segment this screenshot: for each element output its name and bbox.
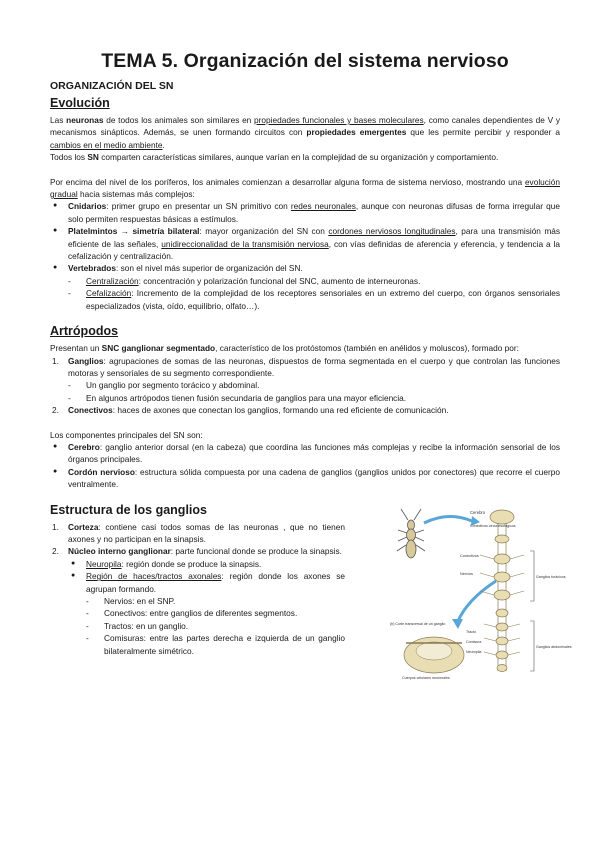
list-item: 1. Ganglios: agrupaciones de somas de las neuronas, dispuestos de forma segmentada en el cuerpo y que controlan las funciones motoras y sensoriales de su segmento correspondiente. - Un ganglio por segmento torácico y abdominal. - En algunos artrópodos tienen fusión secundaria de ganglios para una mayor eficiencia. bbox=[50, 355, 560, 405]
paragraph: Por encima del nivel de los poríferos, los animales comienzan a desarrollar alguna forma de sistema nervioso, mostrando una evolución gradual hacia sistemas más complejos: bbox=[50, 176, 560, 200]
ganglios-list bbox=[50, 521, 345, 657]
list-item: - Un ganglio por segmento torácico y abdominal. bbox=[50, 379, 560, 391]
list-item: ● Cerebro: ganglio anterior dorsal (en la cabeza) que coordina las funciones más complejas y recibe la información sensorial de los órganos principales. bbox=[50, 441, 560, 466]
list-item: 2. Conectivos: haces de axones que conectan los ganglios, formando una red eficiente de comunicación. bbox=[52, 405, 449, 416]
list-item: - Centralización: concentración y polarización funcional del SNC, aumento de interneuronas. bbox=[50, 275, 560, 287]
paragraph: Las neuronas de todos los animales son similares en propiedades funcionales y bases moleculares, como canales dependientes de V y mecanismos sinápticos. Además, se unen formando circuitos con propiedades emergentes que les permite percibir y responder a cambios en el medio ambiente. bbox=[50, 115, 561, 150]
list-item: ● Región de haces/tractos axonales: región donde los axones se agrupan formando. - Nervios: en el SNP. - Conectivos: entre ganglios de diferentes segmentos. - Tractos: en un ganglio. - Comisuras: entre las partes derecha e izquierda de un ganglio bilateralmente simétrico. bbox=[68, 570, 345, 657]
ganglios-heading: Estructura de los ganglios bbox=[50, 502, 207, 517]
paragraph: Los componentes principales del SN son: bbox=[50, 429, 203, 440]
artropodos-heading: Artrópodos bbox=[50, 324, 119, 339]
list-item: - Cefalización: Incremento de la complejidad de los receptores sensoriales en un extremo del cuerpo, con órganos sensoriales especializados (vista, oído, equilibrio, olfato…). bbox=[50, 287, 560, 312]
section-heading: ORGANIZACIÓN DEL SN bbox=[50, 80, 174, 92]
label-conectivos: Conectivos bbox=[460, 553, 479, 558]
page-title: TEMA 5. Organización del sistema nervioso bbox=[101, 50, 509, 72]
label-conectivos-sub: Conectivos circunesofágicos bbox=[470, 523, 516, 528]
list-item: - Conectivos: entre ganglios de diferentes segmentos. bbox=[68, 607, 345, 619]
label-ganglios-toracicos: Ganglios torácicos bbox=[536, 574, 566, 579]
ganglion-cross-section bbox=[404, 637, 464, 673]
label-cuerpos: Cuerpos celulares neuronales bbox=[402, 675, 450, 680]
label-corte: (b) Corte transversal de un ganglio bbox=[390, 621, 446, 626]
list-item: ● Platelmintos → simetría bilateral: mayor organización del SN con cordones nerviosos longitudinales, para una transmisión más eficiente de las señales, unidireccionalidad de la transmisión nerviosa, con vías definidas de aferencia y eferencia, y tendencia a la cefalización y centralización. bbox=[50, 225, 560, 262]
list-item: ● Cnidarios: primer grupo en presentar un SN primitivo con redes neuronales, aunque con neuronas difusas de forma irregular que solo permiten respuestas básicas a estímulos. bbox=[50, 200, 560, 225]
paragraph: Presentan un SNC ganglionar segmentado, característico de los protóstomos (también en anélidos y moluscos), formado por: bbox=[50, 343, 519, 354]
label-nervios: Nervios bbox=[460, 571, 473, 576]
list-item: - Comisuras: entre las partes derecha e izquierda de un ganglio bilateralmente simétrico. bbox=[68, 632, 345, 657]
paragraph: Todos los SN comparten características similares, aunque varían en la complejidad de su organización y comportamiento. bbox=[50, 152, 499, 163]
list-item: ● Cordón nervioso: estructura sólida compuesta por una cadena de ganglios (ganglios unidos por conectores) que recorre el cuerpo ventralmente. bbox=[50, 466, 560, 491]
list-item: - Nervios: en el SNP. bbox=[68, 595, 345, 607]
label-neuropila: Neuropila bbox=[466, 649, 482, 654]
label-ganglios-abdominales: Ganglios abdominales bbox=[536, 644, 572, 649]
label-comisura: Comisura bbox=[466, 639, 482, 644]
label-tracto: Tracto bbox=[466, 629, 477, 634]
evolucion-heading: Evolución bbox=[50, 96, 110, 110]
list-item: 1. Corteza: contiene casi todos somas de las neuronas , que no tienen axones y no participan en la sinapsis. bbox=[52, 521, 345, 544]
insect-icon bbox=[397, 509, 425, 558]
document-page bbox=[50, 50, 572, 680]
list-item: 2. Núcleo interno ganglionar: parte funcional donde se produce la sinapsis. ● Neuropila: región donde se produce la sinapsis. ● Región de haces/tractos axonales: región donde los axones se agrupan formando. - Nervios: en el SNP. - Conectivos: entre ganglios de diferentes segmentos. - Tractos: en un ganglio. - Comisuras: entre las partes derecha e izquierda de un ganglio bilateralmente simétrico. bbox=[50, 545, 345, 657]
list-item: ● Vertebrados: son el nivel más superior de organización del SN. - Centralización: concentración y polarización funcional del SNC, aumento de interneuronas. - Cefalización: Incremento de la complejidad de los receptores sensoriales en un extremo del cuerpo, con órganos sensoriales especializados (vista, oído, equilibrio, olfato…). bbox=[50, 262, 560, 312]
list-item: ● Neuropila: región donde se produce la sinapsis. bbox=[68, 558, 345, 570]
list-item: - En algunos artrópodos tienen fusión secundaria de ganglios para una mayor eficiencia. bbox=[50, 392, 560, 404]
list-item: - Tractos: en un ganglio. bbox=[68, 620, 345, 632]
evolution-list bbox=[50, 200, 560, 312]
nerve-cord bbox=[490, 510, 514, 672]
nervous-system-figure bbox=[388, 503, 572, 681]
artropodos-list bbox=[50, 355, 560, 417]
components-list bbox=[50, 441, 560, 491]
label-cerebro: Cerebro bbox=[470, 509, 486, 515]
